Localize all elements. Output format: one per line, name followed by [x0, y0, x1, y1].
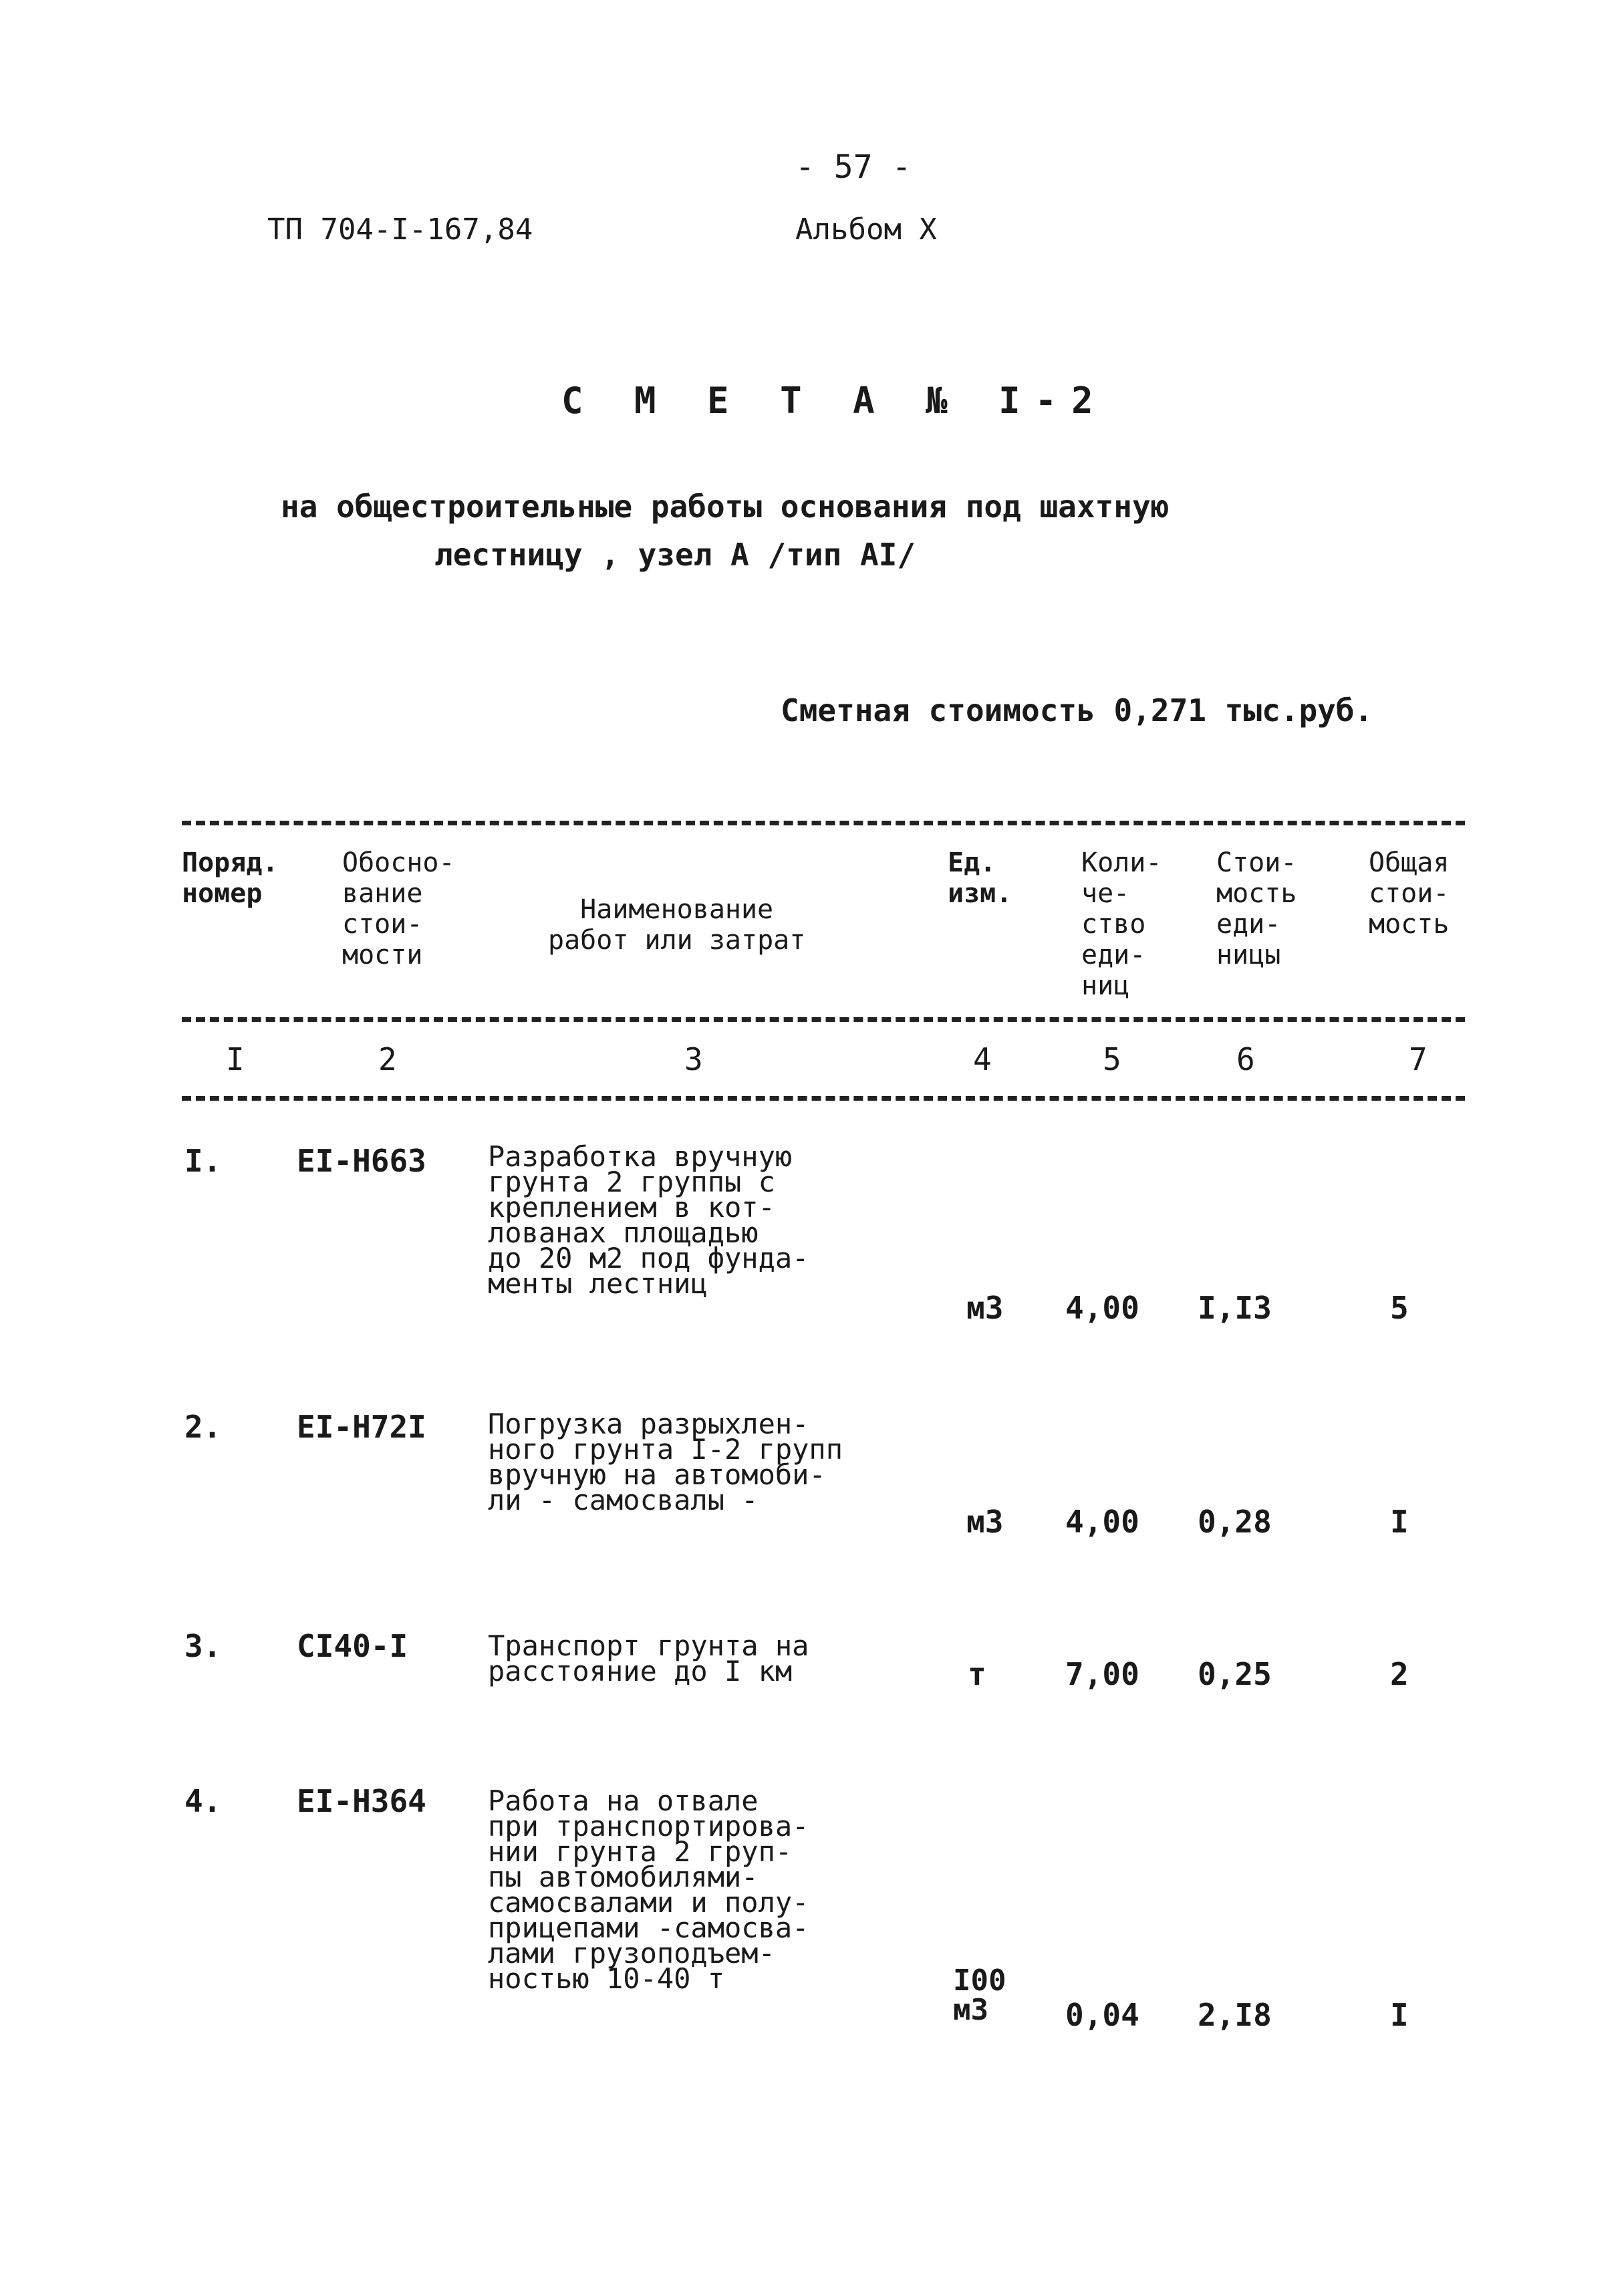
column-number-7: 7 — [1409, 1041, 1428, 1077]
row-unit: I00 м3 — [953, 1964, 1006, 2027]
row-unit: м3 — [966, 1290, 1004, 1326]
header-unit-cost: Стои- мость еди- ницы — [1216, 847, 1297, 970]
header-quantity: Коли- че- ство еди- ниц — [1081, 847, 1162, 1001]
row-number: 4. — [184, 1783, 222, 1819]
column-number-6: 6 — [1236, 1041, 1255, 1077]
album-label: Альбом X — [795, 213, 937, 247]
row-description: Работа на отвале при транспортирова- нии грунта 2 груп- пы автомобилями- самосвалами и полу- прицепами -самосва- лами грузоподъем- ностью 10-40 т — [488, 1784, 809, 1995]
column-number-1: I — [226, 1041, 245, 1077]
row-unit: м3 — [966, 1504, 1004, 1540]
header-order-number: Поряд. номер — [182, 847, 279, 909]
row-quantity: 4,00 — [1065, 1504, 1139, 1540]
header-work-name: Наименование работ или затрат — [548, 894, 806, 956]
row-description: Разработка вручную грунта 2 группы с креплением в кот- лованах площадью до 20 м2 под фунда- менты лестниц — [488, 1140, 809, 1300]
subtitle-line-1: на общестроительные работы основания под шахтную — [281, 489, 1170, 525]
table-column-number-rule — [182, 1096, 1465, 1101]
row-description: Погрузка разрыхлен- ного грунта I-2 групп вручную на автомоби- ли - самосвалы - — [488, 1407, 843, 1516]
row-code: EI-Н364 — [297, 1783, 426, 1819]
document-code: ТП 704-I-167,84 — [267, 213, 533, 247]
header-cost-basis: Обосно- вание стои- мости — [342, 847, 455, 970]
row-description: Транспорт грунта на расстояние до I км — [488, 1629, 809, 1688]
row-unit: т — [968, 1656, 986, 1692]
row-unit-cost: 0,25 — [1198, 1656, 1272, 1692]
row-code: EI-Н663 — [297, 1143, 426, 1179]
column-number-2: 2 — [378, 1041, 397, 1077]
row-number: 3. — [184, 1628, 222, 1664]
column-number-3: 3 — [684, 1041, 703, 1077]
row-total: 2 — [1390, 1656, 1409, 1692]
table-top-rule — [182, 821, 1465, 825]
row-code: CI40-I — [297, 1628, 408, 1664]
row-total: I — [1390, 1997, 1409, 2033]
row-total: 5 — [1390, 1290, 1409, 1326]
row-number: 2. — [184, 1409, 222, 1445]
header-unit: Ед. изм. — [948, 847, 1012, 909]
header-total-cost: Общая стои- мость — [1369, 847, 1450, 940]
estimated-cost: Сметная стоимость 0,271 тыс.руб. — [781, 692, 1373, 728]
estimate-title: С М Е Т А № I-2 — [561, 380, 1108, 422]
row-unit-cost: I,I3 — [1198, 1290, 1272, 1326]
row-number: I. — [184, 1143, 222, 1179]
row-unit-cost: 0,28 — [1198, 1504, 1272, 1540]
row-total: I — [1390, 1504, 1409, 1540]
row-quantity: 7,00 — [1065, 1656, 1139, 1692]
row-unit-cost: 2,I8 — [1198, 1997, 1272, 2033]
table-header-rule — [182, 1017, 1465, 1022]
row-quantity: 0,04 — [1065, 1997, 1139, 2033]
row-quantity: 4,00 — [1065, 1290, 1139, 1326]
row-code: EI-Н72I — [297, 1409, 426, 1445]
subtitle-line-2: лестницу , узел А /тип АI/ — [434, 537, 916, 573]
column-number-4: 4 — [973, 1041, 992, 1077]
column-number-5: 5 — [1103, 1041, 1121, 1077]
estimate-subtitle — [281, 483, 1283, 579]
page-number: - 57 - — [795, 148, 912, 186]
